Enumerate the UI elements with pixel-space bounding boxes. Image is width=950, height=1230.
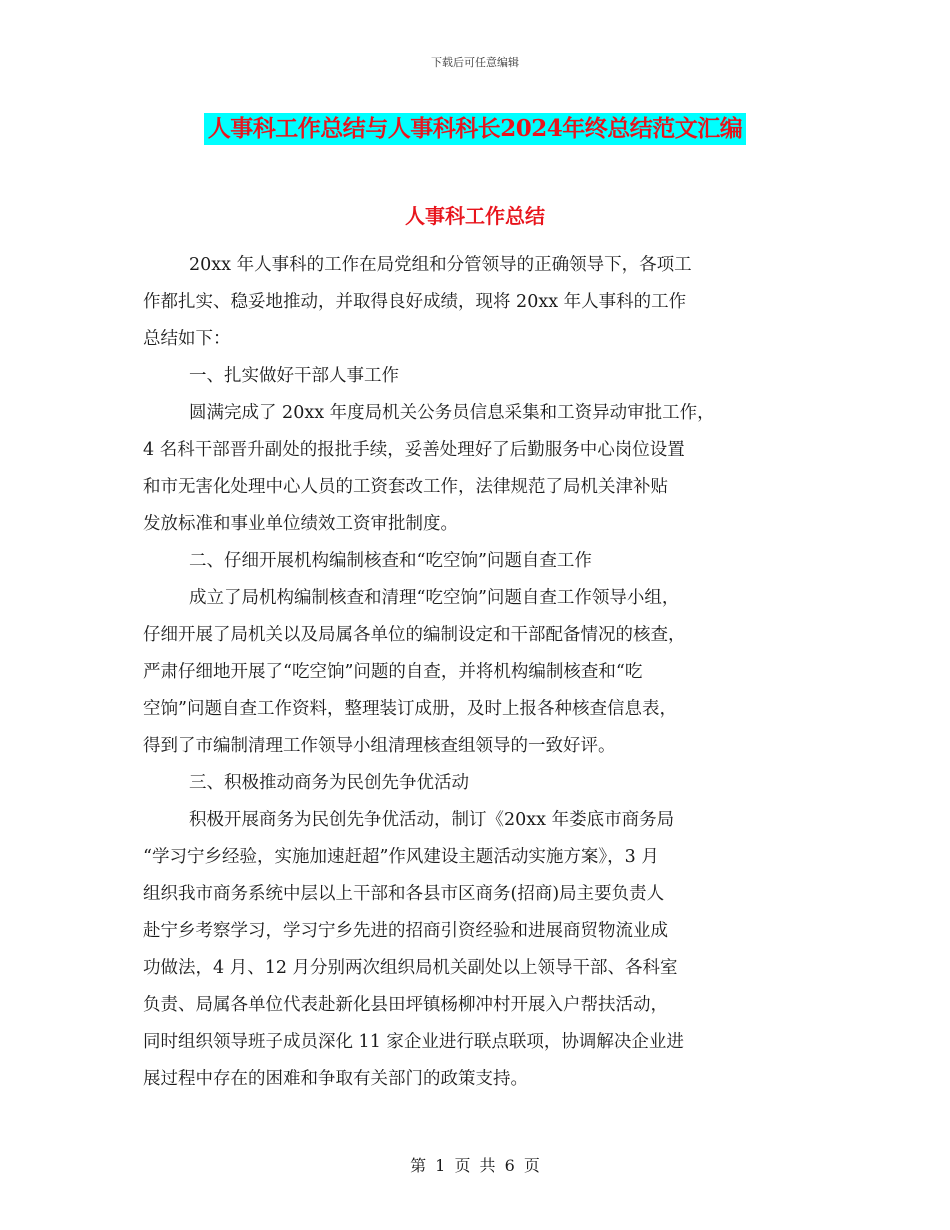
- document-body: [143, 247, 813, 1098]
- text-line: 负责、局属各单位代表赴新化县田坪镇杨柳冲村开展入户帮扶活动，: [143, 995, 668, 1015]
- text-line: 三、积极推动商务为民创先争优活动: [189, 773, 469, 793]
- text-line: 功做法，4 月、12 月分别两次组织局机关副处以上领导干部、各科室: [143, 958, 678, 978]
- text-line: 严肃仔细地开展了“吃空饷”问题的自查，并将机构编制核查和“吃: [143, 662, 643, 682]
- text-line: 展过程中存在的困难和争取有关部门的政策支持。: [143, 1069, 528, 1089]
- text-line: 4 名科干部晋升副处的报批手续，妥善处理好了后勤服务中心岗位设置: [143, 440, 685, 460]
- text-line: 作都扎实、稳妥地推动，并取得良好成绩，现将 20xx 年人事科的工作: [143, 292, 687, 312]
- text-line: 二、仔细开展机构编制核查和“吃空饷”问题自查工作: [189, 551, 592, 571]
- main-title-container: [0, 113, 950, 145]
- section-title: 人事科工作总结: [405, 204, 545, 228]
- text-line: 赴宁乡考察学习，学习宁乡先进的招商引资经验和进展商贸物流业成: [143, 921, 668, 941]
- text-line: 圆满完成了 20xx 年度局机关公务员信息采集和工资异动审批工作，: [189, 403, 715, 423]
- text-line: 得到了市编制清理工作领导小组清理核查组领导的一致好评。: [143, 736, 616, 756]
- text-line: 成立了局机构编制核查和清理“吃空饷”问题自查工作领导小组，: [189, 588, 680, 608]
- text-line: 发放标准和事业单位绩效工资审批制度。: [143, 514, 458, 534]
- text-line: 一、扎实做好干部人事工作: [189, 366, 399, 386]
- document-title: 人事科工作总结与人事科科长2024年终总结范文汇编: [204, 113, 747, 145]
- text-line: “学习宁乡经验，实施加速赶超”作风建设主题活动实施方案》，3 月: [143, 847, 659, 867]
- text-line: 仔细开展了局机关以及局属各单位的编制设定和干部配备情况的核查，: [143, 625, 686, 645]
- text-line: 和市无害化处理中心人员的工资套改工作，法律规范了局机关津补贴: [143, 477, 668, 497]
- text-line: 组织我市商务系统中层以上干部和各县市区商务(招商)局主要负责人: [143, 884, 665, 904]
- page-footer: 第 1 页 共 6 页: [410, 1156, 540, 1175]
- text-line: 空饷”问题自查工作资料，整理装订成册，及时上报各种核查信息表，: [143, 699, 677, 719]
- text-line: 同时组织领导班子成员深化 11 家企业进行联点联项，协调解决企业进: [143, 1032, 684, 1052]
- text-line: 20xx 年人事科的工作在局党组和分管领导的正确领导下，各项工: [189, 255, 692, 275]
- page-header-note: 下载后可任意编辑: [431, 56, 519, 69]
- text-line: 总结如下：: [143, 329, 231, 349]
- text-line: 积极开展商务为民创先争优活动，制订《20xx 年娄底市商务局: [189, 810, 675, 830]
